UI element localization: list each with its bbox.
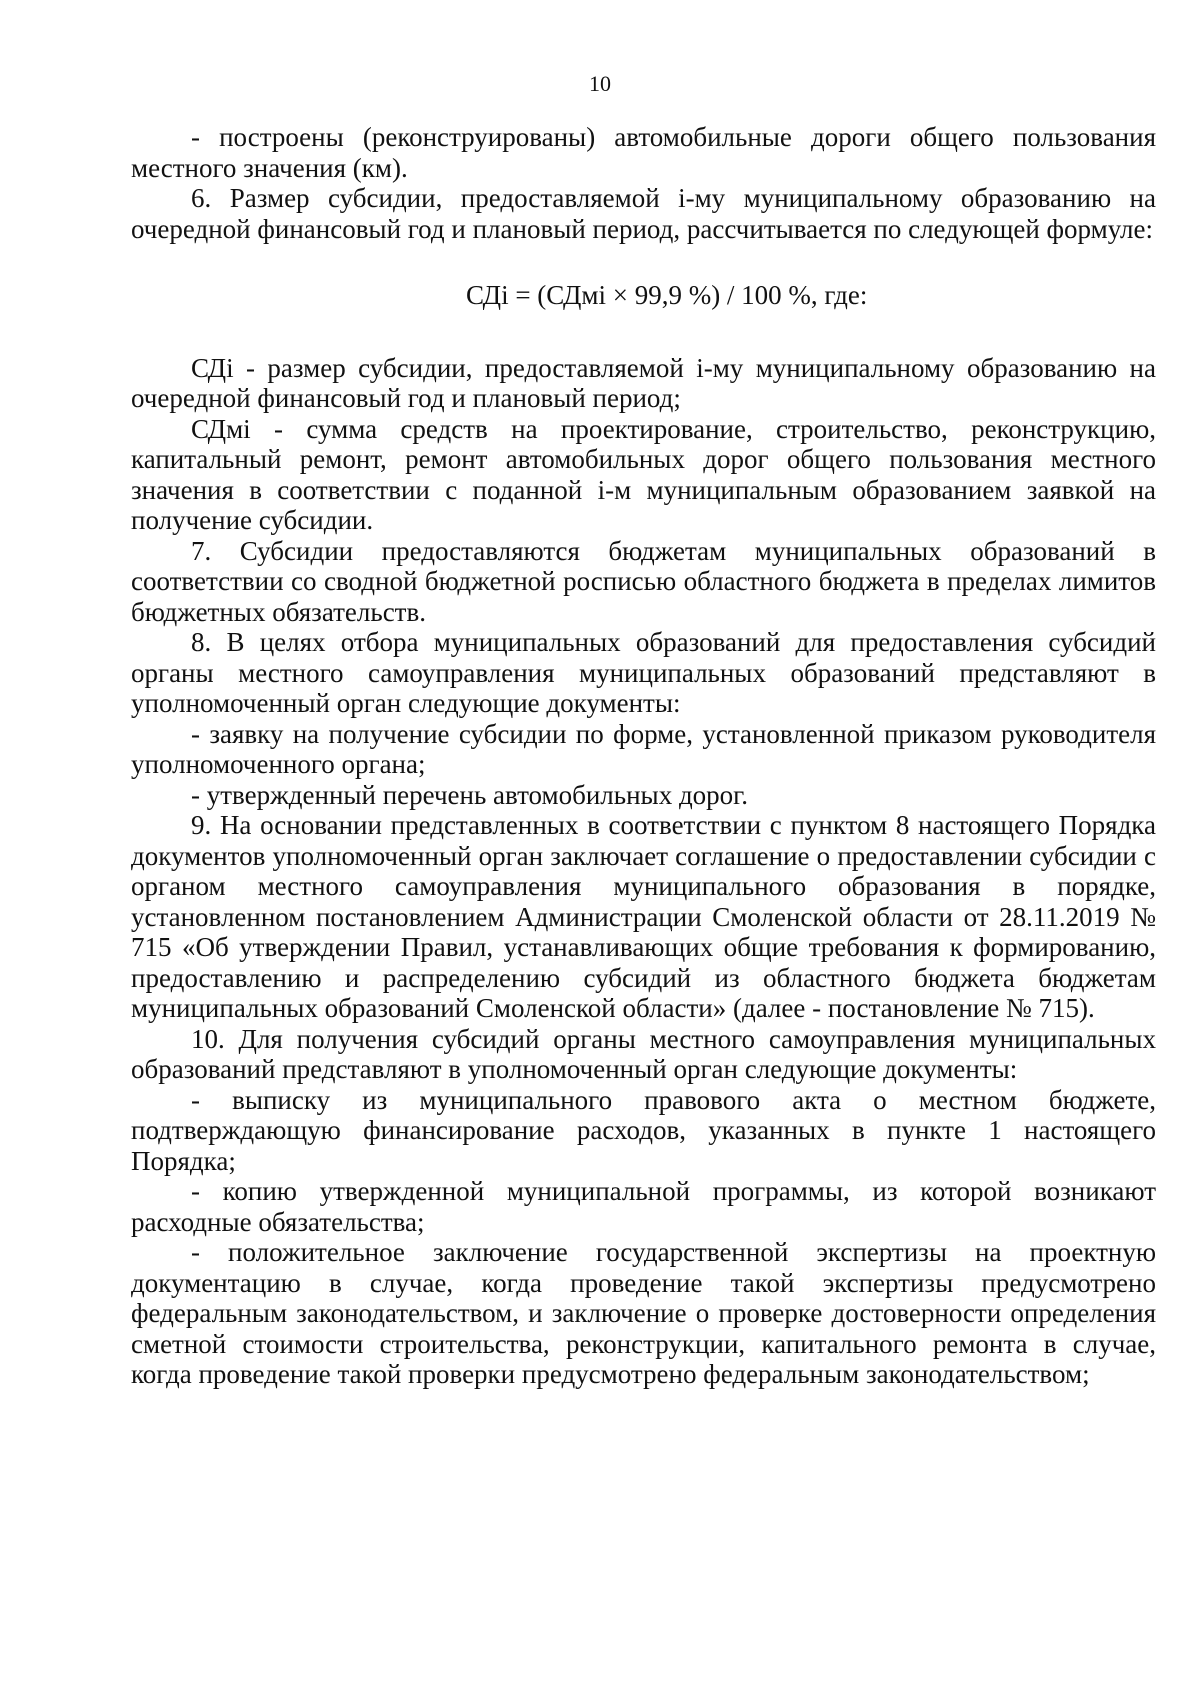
document-body bbox=[131, 122, 1156, 1390]
paragraph-item-10-expertise: - положительное заключение государственной экспертизы на проектную документацию в случае, когда проведение такой экспертизы предусмотрено федеральным законодательством, и заключение о проверке достоверности определения сметной стоимости строительства, реконструкции, капитального ремонта в случае, когда проведение такой проверки предусмотрено федеральным законодательством; bbox=[131, 1237, 1156, 1389]
paragraph-sdmi-definition: СДмi - сумма средств на проектирование, строительство, реконструкцию, капитальный ремонт, ремонт автомобильных дорог общего пользования местного значения в соответствии с поданной i-м муниципальным образованием заявкой на получение субсидии. bbox=[131, 413, 1156, 535]
paragraph-sdi-definition: СДi - размер субсидии, предоставляемой i-му муниципальному образованию на очередной финансовый год и плановый период; bbox=[131, 352, 1156, 413]
paragraph-item-7: 7. Субсидии предоставляются бюджетам муниципальных образований в соответствии со сводной бюджетной росписью областного бюджета в пределах лимитов бюджетных обязательств. bbox=[131, 535, 1156, 627]
paragraph-item-10-budget-extract: - выписку из муниципального правового акта о местном бюджете, подтверждающую финансирование расходов, указанных в пункте 1 настоящего Порядка; bbox=[131, 1084, 1156, 1176]
paragraph-item-10-program-copy: - копию утвержденной муниципальной программы, из которой возникают расходные обязательства; bbox=[131, 1176, 1156, 1237]
paragraph-item-8-road-list: - утвержденный перечень автомобильных дорог. bbox=[191, 779, 748, 810]
paragraph-item-8-application: - заявку на получение субсидии по форме, установленной приказом руководителя уполномоченного органа; bbox=[131, 718, 1156, 779]
paragraph-item-9: 9. На основании представленных в соответствии с пунктом 8 настоящего Порядка документов уполномоченный орган заключает соглашение о предоставлении субсидии с органом местного самоуправления муниципального образования в порядке, установленном постановлением Администрации Смоленской области от 28.11.2019 № 715 «Об утверждении Правил, устанавливающих общие требования к формированию, предоставлению и распределению субсидий из областного бюджета бюджетам муниципальных образований Смоленской области» (далее - постановление № 715). bbox=[131, 810, 1156, 1023]
subsidy-formula: СДi = (СДмi × 99,9 %) / 100 %, где: bbox=[466, 280, 868, 310]
page-number: 10 bbox=[589, 71, 611, 96]
paragraph-roads-built: - построены (реконструированы) автомобильные дороги общего пользования местного значения (км). bbox=[131, 122, 1156, 183]
paragraph-item-6: 6. Размер субсидии, предоставляемой i-му муниципальному образованию на очередной финансовый год и плановый период, рассчитывается по следующей формуле: bbox=[131, 183, 1156, 244]
paragraph-item-8: 8. В целях отбора муниципальных образований для предоставления субсидий органы местного самоуправления муниципальных образований представляют в уполномоченный орган следующие документы: bbox=[131, 627, 1156, 718]
paragraph-item-10: 10. Для получения субсидий органы местного самоуправления муниципальных образований представляют в уполномоченный орган следующие документы: bbox=[131, 1023, 1156, 1084]
